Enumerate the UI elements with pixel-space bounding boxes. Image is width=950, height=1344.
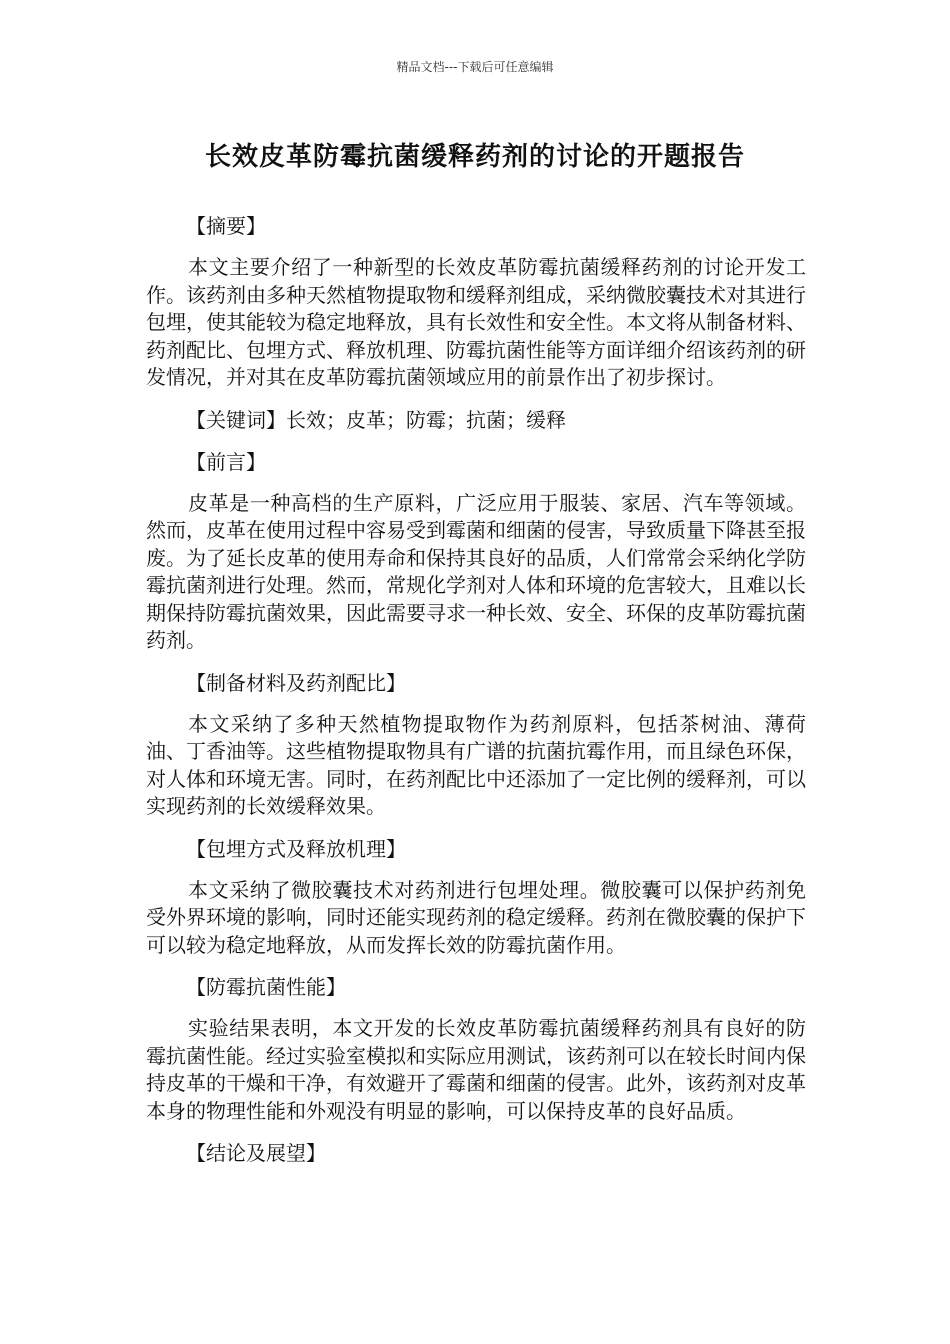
performance-heading: 【防霉抗菌性能】: [186, 975, 346, 999]
encapsulation-heading: 【包埋方式及释放机理】: [186, 836, 406, 861]
encapsulation-paragraph: 本文采纳了微胶囊技术对药剂进行包埋处理。微胶囊可以保护药剂免受外界环境的影响，同时还能实现药剂的稳定缓释。药剂在微胶囊的保护下可以较为稳定地释放，从而发挥长效的防霉抗菌作用。: [146, 877, 806, 957]
document-title: 长效皮革防霉抗菌缓释药剂的讨论的开题报告: [204, 142, 745, 172]
abstract-paragraph: 本文主要介绍了一种新型的长效皮革防霉抗菌缓释药剂的讨论开发工作。该药剂由多种天然植物提取物和缓释剂组成，采纳微胶囊技术对其进行包埋，使其能较为稳定地释放，具有长效性和安全性。本文将从制备材料、药剂配比、包埋方式、释放机理、防霉抗菌性能等方面详细介绍该药剂的研发情况，并对其在皮革防霉抗菌领域应用的前景作出了初步探讨。: [146, 255, 806, 389]
conclusion-heading: 【结论及展望】: [186, 1141, 326, 1165]
preface-heading: 【前言】: [186, 449, 266, 474]
running-header: 精品文档---下载后可任意编辑: [396, 60, 554, 74]
document-body: [146, 212, 806, 1181]
materials-heading: 【制备材料及药剂配比】: [186, 670, 406, 695]
performance-paragraph: 实验结果表明，本文开发的长效皮革防霉抗菌缓释药剂具有良好的防霉抗菌性能。经过实验室模拟和实际应用测试，该药剂可以在较长时间内保持皮革的干燥和干净，有效避开了霉菌和细菌的侵害。此外，该药剂对皮革本身的物理性能和外观没有明显的影响，可以保持皮革的良好品质。: [146, 1016, 806, 1123]
keywords-line: 【关键词】长效；皮革；防霉；抗菌；缓释: [186, 407, 566, 432]
preface-paragraph: 皮革是一种高档的生产原料，广泛应用于服装、家居、汽车等领域。然而，皮革在使用过程中容易受到霉菌和细菌的侵害，导致质量下降甚至报废。为了延长皮革的使用寿命和保持其良好的品质，人们常常会采纳化学防霉抗菌剂进行处理。然而，常规化学剂对人体和环境的危害较大，且难以长期保持防霉抗菌效果，因此需要寻求一种长效、安全、环保的皮革防霉抗菌药剂。: [146, 490, 806, 652]
materials-paragraph: 本文采纳了多种天然植物提取物作为药剂原料，包括茶树油、薄荷油、丁香油等。这些植物提取物具有广谱的抗菌抗霉作用，而且绿色环保，对人体和环境无害。同时，在药剂配比中还添加了一定比例的缓释剂，可以实现药剂的长效缓释效果。: [146, 711, 806, 818]
abstract-heading: 【摘要】: [186, 214, 266, 238]
